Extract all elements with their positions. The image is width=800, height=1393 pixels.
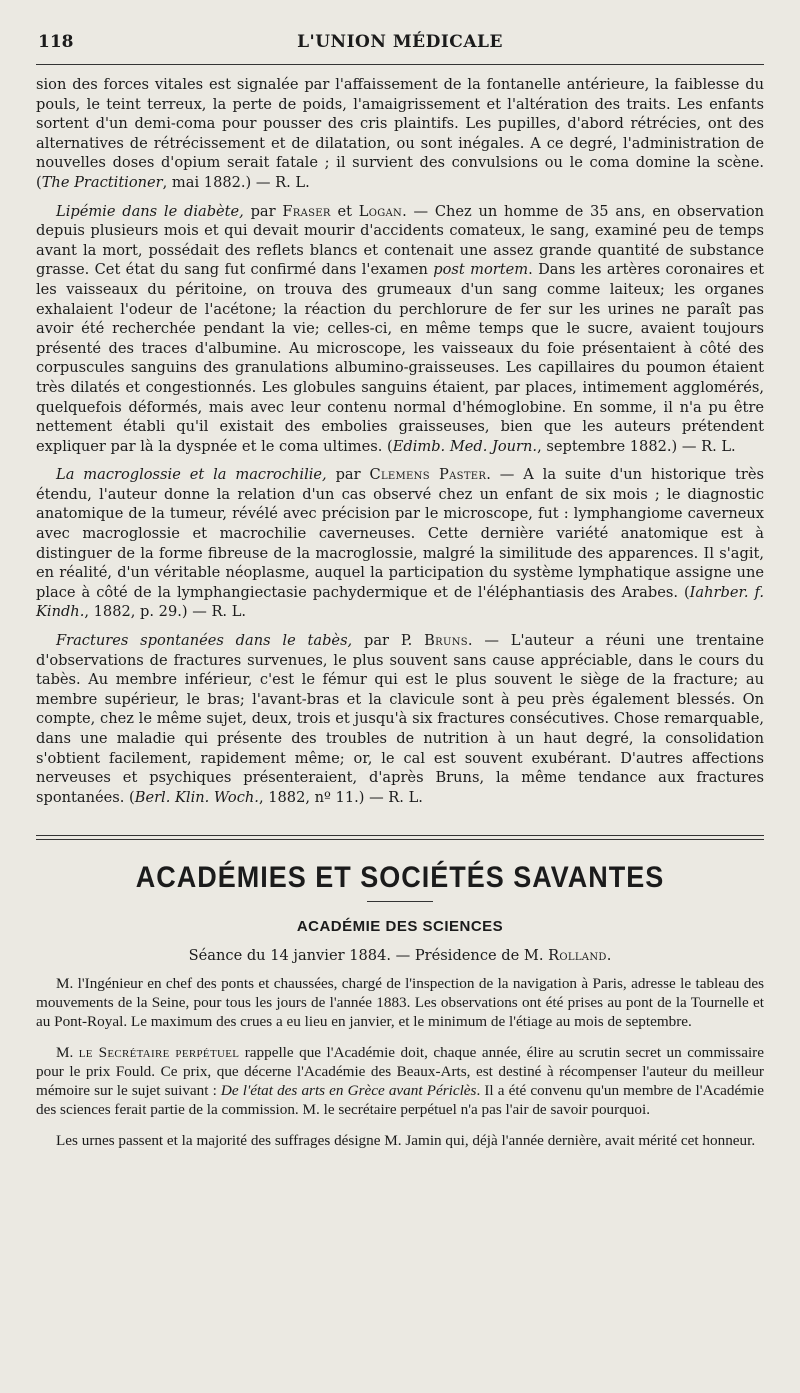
fractures-author: Bruns [424,632,468,650]
article-continuation [36,75,764,193]
fractures-par: par P. [352,632,425,650]
page-header [36,28,764,62]
page-number: 118 [38,32,74,52]
lipemie-title: Lipémie dans le diabète, [56,202,244,220]
fractures-tail: , 1882, nº 11.) — R. L. [258,788,423,806]
academy-paragraph-3: Les urnes passent et la majorité des suffrages désigne M. Jamin qui, déjà l'année dernière, avait mérité cet honneur. [56,1132,756,1150]
subsection-title: ACADÉMIE DES SCIENCES [296,918,504,936]
macroglossie-author: Clemens Paster [369,466,487,484]
lipemie-post-mortem: post mortem [433,261,529,279]
lipemie-source: Edimb. Med. Journ. [392,437,538,455]
academy-paragraph-1: M. l'Ingénieur en chef des ponts et chaussées, chargé de l'inspection de la navigation à Paris, adresse le tableau des mouvements de la Seine, pour tous les jours de l'année 1883. Les observations ont été prises au pont de la Tournelle et au Pont-Royal. Le maximum des crues a eu lieu en janvier, et le minimum de l'étiage au mois de septembre. [36,975,764,1031]
para2-subject: De l'état des arts en Grèce avant Périclès [220,1082,477,1100]
para2-body: rappelle que l'Académie doit, chaque année, élire au scrutin secret un commissaire pour le prix Fould. Ce prix, que décerne l'Académie des Beaux-Arts, est destiné à récompenser l'auteur du meilleur mémoire sur le sujet suivant : [36,1044,764,1100]
academy-proceedings [36,974,764,1150]
fractures-source: Berl. Klin. Woch. [134,788,259,806]
continuation-text: sion des forces vitales est signalée par l'affaissement de la fontanelle antérieure, la faiblesse du pouls, le teint terreux, la perte de poids, l'amaigrissement et l'altération des traits. Les enfants sortent d'un demi-coma pour pousser des cris plaintifs. Les pupilles, d'abord rétrécies, ont des alternatives de rétrécissement et de dilatation, ou sont inégales. A ce degré, l'administration de nouvelles doses d'opium serait fatale ; il survient des convulsions ou le coma domine la scène. ( [36,76,764,191]
macroglossie-title: La macroglossie et la macrochilie, [56,466,327,484]
section-title-rule [367,901,433,902]
lipemie-et: et [330,202,359,220]
article-fractures [36,631,764,807]
section-divider [36,835,764,840]
para2-tail: . Il a été convenu qu'un membre de l'Académie des sciences ferait partie de la commission. M. le secrétaire perpétuel n'a pas l'air de savoir pourquoi. [36,1082,764,1119]
lipemie-tail: , septembre 1882.) — R. L. [537,437,736,455]
article-lipemie [36,202,764,457]
seance-president: Rolland [548,947,607,965]
seance-prefix: Séance du 14 janvier 1884. — Présidence de M. [188,947,549,965]
lipemie-author-2: Logan [358,202,403,220]
macroglossie-body: . — A la suite d'un historique très étendu, l'auteur donne la relation d'un cas observé chez un enfant de six mois ; le diagnostic anatomique de la tumeur, révélé avec précision par le microscope, fut : lymphangiome caverneux avec macroglossie et macrochilie caverneuses. Cette dernière variété anatomique est à distinguer de la forme fibreuse de la macroglossie, malgré la similitude des apparences. Il s'agit, en réalité, d'un véritable néoplasme, auquel la participation du système lymphatique assigne une place à côté de la lymphangiectasie pachydermique et de l'éléphantiasis des Arabes. ( [36,466,764,601]
seance-line [36,947,764,964]
article-macroglossie [36,465,764,622]
lipemie-author-1: Fraser [282,202,331,220]
header-rule [36,64,764,65]
fractures-title: Fractures spontanées dans le tabès, [56,632,353,650]
lipemie-body-1: . — Chez un homme de 35 ans, en observation depuis plusieurs mois et qui devait mourir d'accidents comateux, le sang, examiné peu de temps avant la mort, possédait des reflets blancs et contenait une assez grande quantité de substance grasse. Cet état du sang fut confirmé dans l'examen [36,202,764,279]
continuation-tail: , mai 1882.) — R. L. [162,173,310,191]
macroglossie-tail: , 1882, p. 29.) — R. L. [84,603,247,621]
seance-suffix: . [606,947,612,965]
lipemie-par: par [243,202,283,220]
fractures-body: . — L'auteur a réuni une trentaine d'observations de fractures survenues, le plus souvent sans cause appréciable, dans le cours du tabès. Au membre inférieur, c'est le fémur qui est le plus souvent le siège de la fracture; au membre supérieur, le bras; l'avant-bras et la clavicule sont à peu près également blessés. On compte, chez le même sujet, deux, trois et jusqu'à six fractures consécutives. Chose remarquable, dans une maladie qui présente des troubles de nutrition à un haut degré, la consolidation s'obtient facilement, rapidement même; or, le cal est souvent exubérant. D'autres affections nerveuses et psychiques présenteraient, d'après Bruns, la même tendance aux fractures spontanées. ( [36,632,764,806]
section-title: ACADÉMIES ET SOCIÉTÉS SAVANTES [135,860,665,894]
lipemie-body-2: . Dans les artères coronaires et les vaisseaux du péritoine, on trouva des grumeaux d'un sang comme laiteux; les organes exhalaient l'odeur de l'acétone; la réaction du perchlorure de fer sur les urines ne paraît pas avoir été recherchée pendant la vie; celles-ci, en même temps que le sucre, avaient toujours présenté des traces d'albumine. Au microscope, les vaisseaux du foie présentaient à côté des corpuscules sanguins des granulations albumino-graisseuses. Les capillaires du poumon étaient très dilatés et congestionnés. Les globules sanguins étaient, par places, intimement agglomérés, quelquefois déformés, mais avec leur contenu normal d'hémoglobine. En somme, il n'a pu être nettement établi qu'il existait des embolies graisseuses, bien que les auteurs prétendent expliquer par là la dyspnée et le coma ultimes. ( [36,261,764,455]
academy-paragraph-2 [36,1043,764,1119]
continuation-source: The Practitioner [41,173,163,191]
running-title: L'UNION MÉDICALE [297,32,503,52]
macroglossie-source: Iahrber. f. Kindh. [36,583,764,621]
para2-secretary: le Secrétaire perpétuel [78,1044,240,1062]
macroglossie-par: par [326,466,370,484]
para2-prefix: M. [56,1044,79,1062]
